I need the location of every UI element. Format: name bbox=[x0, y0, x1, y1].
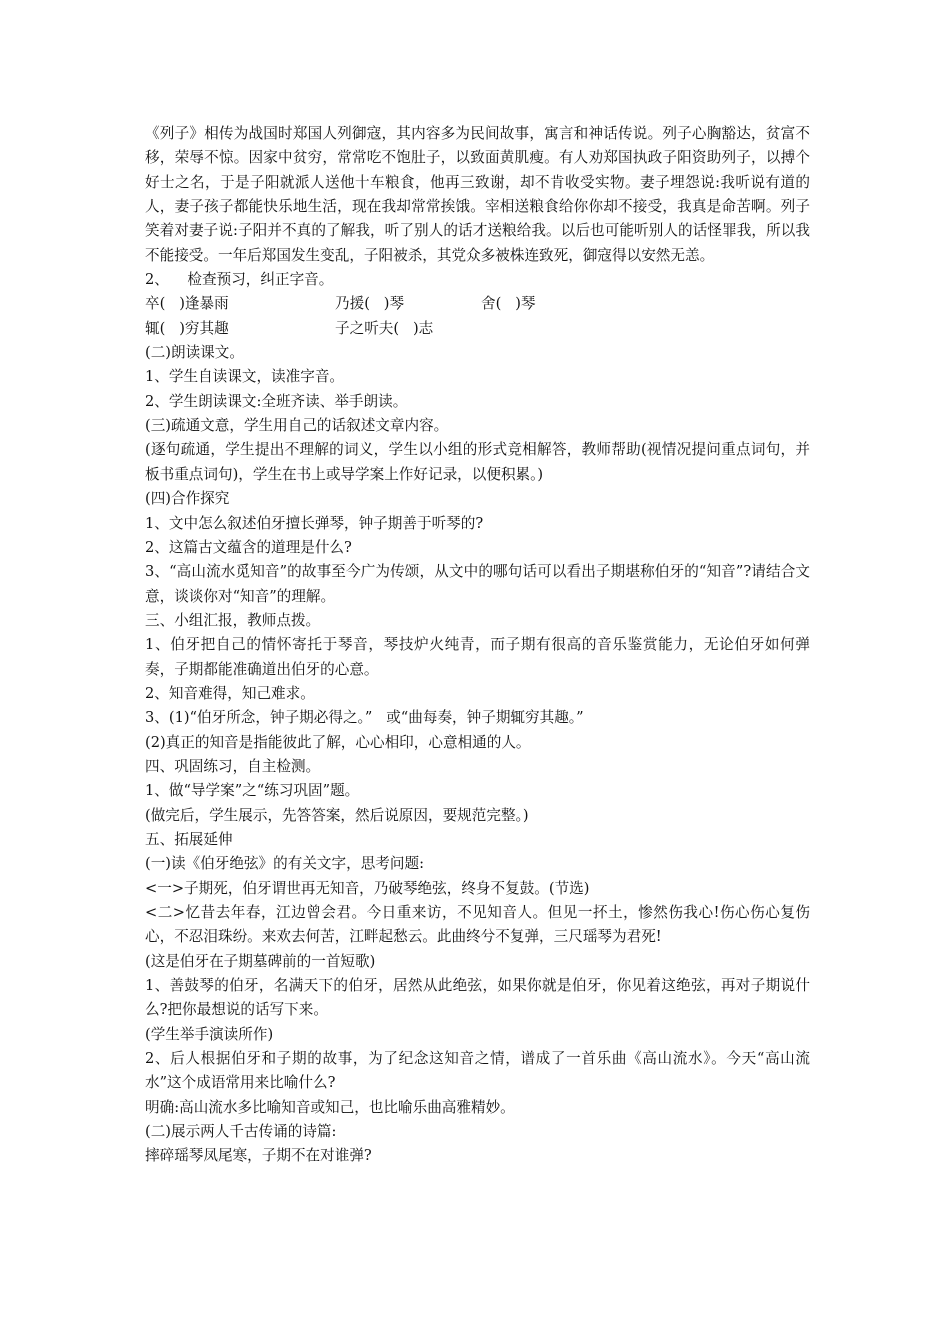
body-paragraph: <一>子期死，伯牙谓世再无知音，乃破琴绝弦，终身不复鼓。(节选) bbox=[145, 879, 590, 897]
body-paragraph: (学生举手演读所作) bbox=[145, 1025, 274, 1043]
body-paragraph: 五、拓展延伸 bbox=[145, 830, 233, 848]
body-paragraph: 2、后人根据伯牙和子期的故事，为了纪念这知音之情，谱成了一首乐曲《高山流水》。今天“高山流水”这个成语常用来比喻什么? bbox=[145, 1050, 810, 1092]
body-paragraph: 3、“高山流水觅知音”的故事至今广为传颂，从文中的哪句话可以看出子期堪称伯牙的“知音”?请结合文意，谈谈你对“知音”的理解。 bbox=[145, 563, 810, 605]
body-paragraph: (三)疏通文意，学生用自己的话叙述文章内容。 bbox=[145, 417, 449, 435]
body-paragraph: 1、伯牙把自己的情怀寄托于琴音，琴技炉火纯青，而子期有很高的音乐鉴赏能力，无论伯牙如何弹奏，子期都能准确道出伯牙的心意。 bbox=[145, 636, 810, 678]
body-paragraph: 明确:高山流水多比喻知音或知己，也比喻乐曲高雅精妙。 bbox=[145, 1098, 515, 1116]
document-page bbox=[145, 122, 810, 1169]
pinyin-item: 卒( )逢暴雨 bbox=[145, 295, 229, 313]
body-paragraph: 三、小组汇报，教师点拨。 bbox=[145, 611, 321, 629]
preview-heading: 2、 检查预习，纠正字音。 bbox=[145, 271, 334, 289]
body-paragraph: 1、善鼓琴的伯牙，名满天下的伯牙，居然从此绝弦，如果你就是伯牙，你见着这绝弦，再对子期说什么?把你最想说的话写下来。 bbox=[145, 977, 810, 1019]
body-paragraph: (2)真正的知音是指能彼此了解，心心相印，心意相通的人。 bbox=[145, 733, 531, 751]
body-paragraph: (二)朗读课文。 bbox=[145, 344, 244, 362]
body-paragraph: (逐句疏通，学生提出不理解的词义，学生以小组的形式竞相解答，教师帮助(视情况提问重点词句，并板书重点词句)，学生在书上或导学案上作好记录，以便积累。) bbox=[145, 441, 810, 483]
body-paragraph: <二>忆昔去年春，江边曾会君。今日重来访，不见知音人。但见一抔土，惨然伤我心!伤心伤心复伤心，不忍泪珠纷。来欢去何苦，江畔起愁云。此曲终兮不复弹，三尺瑶琴为君死! bbox=[145, 904, 810, 946]
pinyin-item: 乃援( )琴 bbox=[335, 295, 405, 313]
body-paragraph: 2、学生朗读课文:全班齐读、举手朗读。 bbox=[145, 392, 408, 410]
body-paragraph: 四、巩固练习，自主检测。 bbox=[145, 757, 321, 775]
body-paragraph: (四)合作探究 bbox=[145, 490, 230, 508]
body-paragraph: 2、这篇古文蕴含的道理是什么? bbox=[145, 538, 352, 556]
pinyin-row bbox=[145, 317, 810, 341]
pinyin-item: 子之听夫( )志 bbox=[335, 319, 434, 337]
body-paragraphs bbox=[145, 341, 810, 1169]
body-paragraph: 1、做“导学案”之“练习巩固”题。 bbox=[145, 782, 360, 800]
pinyin-item: 舍( )琴 bbox=[481, 295, 536, 313]
body-paragraph: (做完后，学生展示，先答答案，然后说原因，要规范完整。) bbox=[145, 806, 529, 824]
pinyin-item bbox=[481, 317, 681, 341]
pinyin-row bbox=[145, 292, 810, 316]
pinyin-item: 辄( )穷其趣 bbox=[145, 319, 229, 337]
body-paragraph: 1、文中怎么叙述伯牙擅长弹琴，钟子期善于听琴的? bbox=[145, 514, 484, 532]
body-paragraph: (二)展示两人千古传诵的诗篇: bbox=[145, 1123, 337, 1141]
body-paragraph: 2、知音难得，知己难求。 bbox=[145, 684, 315, 702]
body-paragraph: 1、学生自读课文，读准字音。 bbox=[145, 368, 345, 386]
intro-paragraph: 《列子》相传为战国时郑国人列御寇，其内容多为民间故事，寓言和神话传说。列子心胸豁达，贫富不移，荣辱不惊。因家中贫穷，常常吃不饱肚子，以致面黄肌瘦。有人劝郑国执政子阳资助列子，以搏个好士之名，于是子阳就派人送他十车粮食，他再三致谢，却不肯收受实物。妻子埋怨说:我听说有道的人，妻子孩子都能快乐地生活，现在我却常常挨饿。宰相送粮食给你你却不接受，我真是命苦啊。列子笑着对妻子说:子阳并不真的了解我，听了别人的话才送粮给我。以后也可能听别人的话怪罪我，所以我不能接受。一年后郑国发生变乱，子阳被杀，其党众多被株连致死，御寇得以安然无恙。 bbox=[145, 125, 810, 264]
body-paragraph: 3、(1)“伯牙所念，钟子期必得之。” 或“曲每奏，钟子期辄穷其趣。” bbox=[145, 709, 584, 727]
body-paragraph: (这是伯牙在子期墓碑前的一首短歌) bbox=[145, 952, 376, 970]
body-paragraph: (一)读《伯牙绝弦》的有关文字，思考问题: bbox=[145, 855, 424, 873]
body-paragraph: 摔碎瑶琴凤尾寒，子期不在对谁弹? bbox=[145, 1147, 372, 1165]
